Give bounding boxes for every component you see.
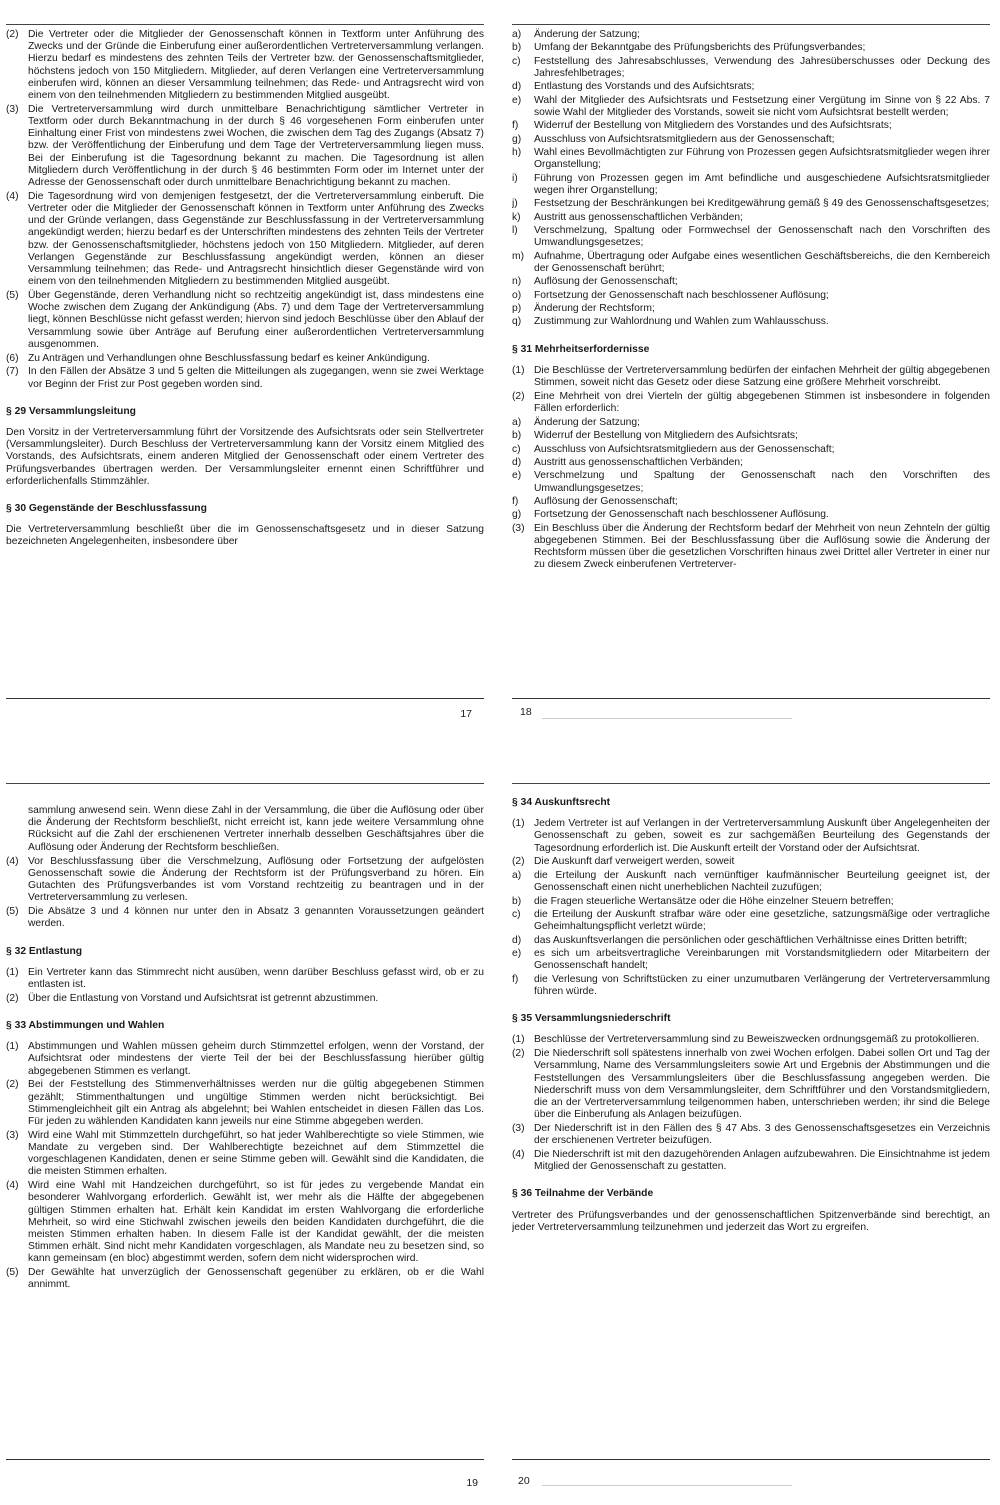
list-item [6,1180,484,1265]
list-item [512,417,990,429]
page-number: 19 [466,1477,478,1489]
list-item [6,366,484,390]
item-text: Die Absätze 3 und 4 können nur unter den in Absatz 3 genannten Voraussetzungen geändert werden. [28,906,484,930]
item-number: e) [512,94,522,106]
list-item [6,104,484,189]
bottom-rule [512,698,990,699]
list-item [512,29,990,41]
scan-artifact [542,1485,792,1486]
item-text: Umfang der Bekanntgabe des Prüfungsberichts des Prüfungsverbandes; [534,42,866,54]
heading-30: § 30 Gegenstände der Beschlussfassung [6,503,207,515]
item-number: (2) [512,856,525,868]
list-item [512,896,990,908]
item-number: a) [512,870,522,882]
list-item [6,856,484,905]
item-text: Wahl eines Bevollmächtigten zur Führung von Prozessen gegen Aufsichtsratsmitglieder wegen ihrer Organstellung; [534,147,990,171]
item-number: j) [512,198,518,210]
item-text: Ausschluss von Aufsichtsratsmitgliedern aus der Genossenschaft; [534,443,835,455]
item-number: (4) [512,1148,525,1160]
list-item [512,198,990,210]
list-item [512,173,990,197]
item-number: g) [512,509,522,521]
item-text: die Erteilung der Auskunft strafbar wäre oder eine gesetzliche, satzungsmäßige oder vertragliche Geheimhaltungspflicht verletzt würde; [534,909,990,933]
item-number: b) [512,42,522,54]
list-item [6,290,484,351]
items-31-cont-list [512,523,990,572]
item-text: Beschlüsse der Vertreterversammlung sind zu Beweiszwecken ordnungsgemäß zu protokollieren. [534,1034,980,1046]
list-item [512,1034,990,1046]
item-text: Die Vertreter oder die Mitglieder der Genossenschaft können in Textform unter Anführung des Zwecks und der Gründe die Einberufung einer außerordentlichen Vertreterversammlung verlangen. Hierzu bedarf es mindestens des zehnten Teils der Vertreter bzw. der Genossenschaftsmitglieder, höchstens jedoch von 150 Mitgliedern. Mitglieder, auf deren Verlangen eine Vertreterversammlung einberufen wird, können an dieser Versammlung teilnehmen; das Rede- und Antragsrecht wird von einem von den teilnehmenden Mitgliedern zu bestimmenden Mitglied ausgeübt. [28,29,484,102]
item-number: (4) [6,1180,19,1192]
items-30-list [512,29,990,329]
list-item [512,42,990,54]
item-number: b) [512,430,522,442]
list-item [512,909,990,933]
item-text: die Verlesung von Schriftstücken zu einer unzumutbaren Verlängerung der Vertreterversammlung führen würde. [534,973,990,997]
item-number: i) [512,172,518,184]
item-number: k) [512,211,521,223]
item-number: a) [512,29,522,40]
list-item [512,1149,990,1173]
list-item [6,967,484,991]
item-number: f) [512,496,519,508]
item-number: e) [512,470,522,482]
item-text: Zu Anträgen und Verhandlungen ohne Beschlussfassung bedarf es keiner Ankündigung. [28,352,430,364]
list-item [512,365,990,389]
list-item [6,191,484,289]
items-34-list [512,818,990,868]
item-number: (2) [6,992,19,1004]
list-item [512,212,990,224]
item-number: (3) [6,103,19,115]
page-19 [6,783,484,1499]
item-number: (2) [6,1079,19,1091]
item-text: Vor Beschlussfassung über die Verschmelzung, Auflösung oder Fortsetzung der aufgelösten Genossenschaft sowie die Änderung der Rechtsform ist der Prüfungsverband zu hören. Ein Gutachten des Prüfungsverbandes ist vom Vorstand rechtzeitig zu beantragen und in der Vertreterversammlung zu verlesen. [28,855,484,904]
list-item [512,391,990,415]
item-text: Fortsetzung der Genossenschaft nach beschlossener Auflösung. [534,509,829,521]
list-item [512,444,990,456]
list-item [512,303,990,315]
item-text: das Auskunftsverlangen die persönlichen oder geschäftlichen Verhältnisse eines Dritten betrifft; [534,934,968,946]
item-text: Verschmelzung und Spaltung der Genossenschaft nach den Vorschriften des Umwandlungsgesetzes; [534,470,990,494]
item-number: (4) [6,855,19,867]
list-item [512,457,990,469]
list-item [512,1048,990,1121]
item-text: Der Gewählte hat unverzüglich der Genossenschaft gegenüber zu erklären, ob er die Wahl annimmt. [28,1267,484,1291]
item-number: b) [512,895,522,907]
list-item [512,974,990,998]
item-text: Die Niederschrift soll spätestens innerhalb von zwei Wochen erfolgen. Dabei sollen Ort und Tag der Versammlung, Name des Versammlungsleiters sowie Art und Ergebnis der Abstimmungen und die Feststellungen des Versammlungsleiters über die Beschlussfassung angegeben werden. Die Niederschrift muss von dem Versammlungsleiter, dem Schriftführer und den Vorstandsmitgliedern, die an der Vertreterversammlung teilgenommen haben, unterschrieben werden; ihr sind die Belege über die Einberufung als Anlagen beizufügen. [534,1048,990,1121]
items-34-sub-list [512,870,990,998]
list-item [512,56,990,80]
item-text: Über die Entlastung von Vorstand und Aufsichtsrat ist getrennt abzustimmen. [28,992,379,1004]
top-rule [512,24,990,25]
item-number: o) [512,289,522,301]
bottom-rule [6,1459,484,1460]
item-number: f) [512,120,519,132]
item-number: c) [512,443,521,455]
heading-35: § 35 Versammlungsniederschrift [512,1013,671,1025]
list-item [512,95,990,119]
items-32-list [6,967,484,1005]
list-item [6,29,484,102]
item-text: Führung von Prozessen gegen im Amt befindliche und ausgeschiedene Aufsichtsratsmitglieder wegen ihrer Organstellung; [534,172,990,196]
scan-artifact [542,718,792,719]
item-number: c) [512,909,521,921]
list-item [6,1130,484,1179]
list-item [6,1041,484,1078]
item-text: Eine Mehrheit von drei Vierteln der gültig abgegebenen Stimmen ist insbesondere in folgenden Fällen erforderlich: [534,390,990,415]
page-20 [512,783,990,1499]
heading-36: § 36 Teilnahme der Verbände [512,1188,654,1200]
item-number: a) [512,416,522,428]
items-31-sub-list [512,417,990,522]
item-text: Austritt aus genossenschaftlichen Verbänden; [534,211,743,223]
item-number: f) [512,973,519,985]
list-item [512,290,990,302]
item-number: (1) [6,966,19,978]
item-text: Austritt aus genossenschaftlichen Verbänden; [534,457,743,469]
list-item [512,818,990,855]
list-item [6,993,484,1005]
item-number: e) [512,948,522,960]
item-text: Wird eine Wahl mit Stimmzetteln durchgeführt, so hat jeder Wahlberechtigte so viele Stimmen, wie Mandate zu vergeben sind. Der Wahlberechtigte bezeichnet auf dem Stimmzettel die vorgeschlagenen Kandidaten, denen er seine Stimme geben will. Gewählt sind die Kandidaten, die die meisten Stimmen erhalten. [28,1129,484,1178]
page-18 [512,24,990,739]
item-text: Die Beschlüsse der Vertreterversammlung bedürfen der einfachen Mehrheit der gültig abgegebenen Stimmen, soweit nicht das Gesetz oder diese Satzung eine größere Mehrheit vorschreibt. [534,364,990,389]
item-text: Die Vertreterversammlung wird durch unmittelbare Benachrichtigung sämtlicher Vertreter in Textform oder durch Bekanntmachung in der durch § 46 vorgesehenen Form einberufen unter Einhaltung einer Frist von mindestens zwei Wochen, die zwischen dem Tag des Zugangs (Absatz 7) bzw. der Veröffentlichung der Einberufung und dem Tage der Vertreterversammlung liegen muss. Bei der Einberufung ist die Tagesordnung bekannt zu machen. Die Tagesordnung ist allen Mitgliedern durch Veröffentlichung in der durch § 46 bestimmten Form oder im Internet unter der Adresse der Genossenschaft oder durch unmittelbare Benachrichtigung bekannt zu machen. [28,103,484,189]
heading-33: § 33 Abstimmungen und Wahlen [6,1020,165,1032]
item-text: Auflösung der Genossenschaft; [534,496,678,508]
items-31b-list [6,856,484,931]
page-18-body [512,29,990,573]
paragraph-29: Den Vorsitz in der Vertreterversammlung führt der Vorsitzende des Aufsichtsrats oder sein Stellvertreter (Versammlungsleiter). Durch Beschluss der Vertreterversammlung kann der Vorsitz einem Mitglied des Vorstands, des Aufsichtsrats, einem anderen Mitglied der Genossenschaft oder einem Vertreter des Prüfungsverbandes übertragen werden. Der Versammlungsleiter ernennt einen Schriftführer und erforderlichenfalls Stimmzähler. [6,427,484,487]
heading-34: § 34 Auskunftsrecht [512,797,611,808]
items-28-list [6,29,484,391]
list-item [512,120,990,132]
item-text: Die Auskunft darf verweigert werden, soweit [534,856,735,868]
paragraph-36: Vertreter des Prüfungsverbandes und der genossenschaftlichen Spitzenverbände sind berechtigt, an jeder Vertreterversammlung teilzunehmen und jederzeit das Wort zu ergreifen. [512,1209,990,1233]
items-33-list [6,1041,484,1291]
item-text: Über Gegenstände, deren Verhandlung nicht so rechtzeitig angekündigt ist, dass mindestens eine Woche zwischen dem Zugang der Ankündigung (Abs. 7) und dem Tage der Vertreterversammlung liegt, können Beschlüsse nicht gefasst werden; hiervon sind jedoch Beschlüsse über den Ablauf der Versammlung sowie über Anträge auf Berufung einer außerordentlichen Vertreterversammlung ausgenommen. [28,290,484,350]
item-text: Zustimmung zur Wahlordnung und Wahlen zum Wahlausschuss. [534,316,829,328]
item-text: Abstimmungen und Wahlen müssen geheim durch Stimmzettel erfolgen, wenn der Vorstand, der Aufsichtsrat oder mindestens der vierte Teil der bei der Beschlussfassung hierüber gültig abgegebenen Stimmen es verlangt. [28,1041,484,1077]
item-number: (3) [512,1122,525,1134]
item-text: Fortsetzung der Genossenschaft nach beschlossener Auflösung; [534,289,829,301]
item-number: (2) [512,1048,525,1060]
item-number: (4) [6,190,19,202]
item-text: Änderung der Satzung; [534,416,640,428]
item-text: Wahl der Mitglieder des Aufsichtsrats und Festsetzung einer Vergütung im Sinne von § 22 Abs. 7 sowie Wahl der Mitglieder des Vorstands, soweit sie nicht vom Aufsichtsrat bestellt werden; [534,94,990,118]
list-item [512,134,990,146]
item-number: (1) [6,1041,19,1053]
item-number: h) [512,147,522,159]
list-item [6,1267,484,1291]
list-item [512,470,990,494]
item-text: Ein Vertreter kann das Stimmrecht nicht ausüben, wenn darüber Beschluss gefasst wird, ob er zu entlasten ist. [28,966,484,991]
item-number: d) [512,81,522,93]
page-19-body [6,805,484,1293]
item-text: Jedem Vertreter ist auf Verlangen in der Vertreterversammlung Auskunft über Angelegenheiten der Genossenschaft zu geben, soweit es zur sachgemäßen Beurteilung des Gegenstands der Tagesordnung erforderlich ist. Die Auskunft erteilt der Vorstand oder der Aufsichtsrat. [534,818,990,854]
items-31-list [512,365,990,415]
item-number: d) [512,934,522,946]
list-item [6,353,484,365]
item-text: Wird eine Wahl mit Handzeichen durchgeführt, so ist für jedes zu vergebende Mandat ein besonderer Wahlvorgang erforderlich. Gewählt ist, wer mehr als die Hälfte der abgegebenen gültigen Stimmen erhalten hat. Erhält kein Kandidat im ersten Wahlvorgang die erforderliche Mehrheit, so wird eine Stichwahl zwischen jeweils den beiden Kandidaten durchgeführt, die die meisten Stimmen erhalten haben. In diesem Falle ist der Kandidat gewählt, der die meisten Stimmen erhält. Sind nicht mehr Kandidaten vorgeschlagen, als Mandate neu zu besetzen sind, so kann gemeinsam (en bloc) abgestimmt werden, sofern dem nicht widersprochen wird. [28,1180,484,1265]
continuation-paragraph: sammlung anwesend sein. Wenn diese Zahl in der Versammlung, die über die Auflösung oder über die Änderung der Rechtsform beschließt, nicht erreicht ist, kann jede weitere Versammlung ohne Rücksicht auf die Zahl der erschienenen Vertreter innerhalb desselben Geschäftsjahres über die Auflösung oder Änderung der Rechtsform beschließen. [28,805,484,853]
heading-32: § 32 Entlastung [6,945,83,957]
list-item [512,935,990,947]
items-35-list [512,1034,990,1173]
item-number: (7) [6,366,19,378]
list-item [512,430,990,442]
list-item [512,276,990,288]
heading-29: § 29 Versammlungsleitung [6,405,136,417]
item-text: Auflösung der Genossenschaft; [534,276,678,288]
item-text: Aufnahme, Übertragung oder Aufgabe eines wesentlichen Geschäftsbereichs, die den Kernbereich der Genossenschaft berührt; [534,250,990,274]
item-text: Entlastung des Vorstands und des Aufsichtsrats; [534,81,755,93]
item-text: die Fragen steuerliche Wertansätze oder die Höhe einzelner Steuern betreffen; [534,895,894,907]
list-item [512,251,990,275]
item-text: es sich um arbeitsvertragliche Vereinbarungen mit Vorstandsmitgliedern oder Mitarbeitern der Genossenschaft handelt; [534,948,990,972]
bottom-rule [6,698,484,699]
item-number: (5) [6,906,19,918]
item-number: (5) [6,290,19,302]
item-text: Ausschluss von Aufsichtsratsmitgliedern aus der Genossenschaft; [534,133,835,145]
list-item [512,147,990,171]
item-number: p) [512,303,522,315]
item-text: Änderung der Rechtsform; [534,303,655,315]
page-number: 18 [520,706,532,718]
list-item [512,81,990,93]
item-number: (1) [512,1034,525,1046]
item-text: Festsetzung der Beschränkungen bei Kreditgewährung gemäß § 49 des Genossenschaftsgesetzes; [534,198,990,210]
item-text: Änderung der Satzung; [534,29,640,40]
paragraph-30: Die Vertreterversammlung beschließt über die im Genossenschaftsgesetz und in dieser Satzung bezeichneten Angelegenheiten, insbesondere über [6,524,484,548]
list-item [512,316,990,328]
top-rule [6,24,484,25]
page-17-body [6,29,484,551]
item-number: (6) [6,352,19,364]
item-number: (2) [6,29,19,40]
item-number: l) [512,225,518,237]
list-item [6,1079,484,1128]
item-number: (1) [512,364,525,376]
page-number: 20 [518,1475,530,1487]
item-number: (2) [512,390,525,402]
item-number: n) [512,276,522,288]
item-text: Verschmelzung, Spaltung oder Formwechsel der Genossenschaft nach den Vorschriften des Umwandlungsgesetzes; [534,225,990,249]
top-rule [512,783,990,784]
list-item [512,1123,990,1147]
list-item [512,225,990,249]
item-number: (1) [512,818,525,830]
bottom-rule [512,1459,990,1460]
heading-31: § 31 Mehrheitserfordernisse [512,343,650,355]
item-number: g) [512,133,522,145]
item-text: Bei der Feststellung des Stimmenverhältnisses werden nur die gültig abgegebenen Stimmen gezählt; Stimmenthaltungen und ungültige Stimmen werden nicht berücksichtigt. Bei Stimmengleichheit gilt ein Antrag als abgelehnt; bei Wahlen entscheidet in diesen Fällen das Los. Für jeden zu wählenden Kandidaten kann jeweils nur eine Stimme abgegeben werden. [28,1079,484,1128]
item-text: Ein Beschluss über die Änderung der Rechtsform bedarf der Mehrheit von neun Zehnteln der gültig abgegebenen Stimmen. Bei der Beschlussfassung über die Auflösung sowie die Änderung der Rechtsform müssen über die gesetzlichen Vorschriften hinaus zwei Drittel aller Vertreter in einer nur zu diesem Zweck einberufenen Vertreterver- [534,522,990,571]
page-17 [6,24,484,739]
item-text: Widerruf der Bestellung von Mitgliedern des Aufsichtsrats; [534,430,798,442]
page-20-body [512,797,990,1236]
list-item [512,509,990,521]
item-text: Der Niederschrift ist in den Fällen des § 47 Abs. 3 des Genossenschaftsgesetzes ein Verzeichnis der erschienenen Vertreter beizufügen. [534,1122,990,1147]
item-text: Die Niederschrift ist mit den dazugehörenden Anlagen aufzubewahren. Die Einsichtnahme ist jedem Mitglied der Genossenschaft zu gestatten. [534,1148,990,1173]
item-number: (3) [512,522,525,534]
item-number: c) [512,55,521,67]
item-number: (3) [6,1129,19,1141]
item-text: Widerruf der Bestellung von Mitgliedern des Vorstandes und des Aufsichtsrats; [534,120,892,132]
page-number: 17 [460,708,472,720]
list-item [6,906,484,930]
item-text: die Erteilung der Auskunft nach vernünftiger kaufmännischer Beurteilung geeignet ist, der Genossenschaft einen nicht unerheblichen Nachteil zuzufügen; [534,870,990,894]
item-text: Feststellung des Jahresabschlusses, Verwendung des Jahresüberschusses oder Deckung des Jahresfehlbetrages; [534,55,990,79]
list-item [512,856,990,868]
item-text: In den Fällen der Absätze 3 und 5 gelten die Mitteilungen als zugegangen, wenn sie zwei Werktage vor Beginn der Frist zur Post gegeben worden sind. [28,366,484,390]
item-number: (5) [6,1267,19,1279]
item-number: m) [512,250,525,262]
list-item [512,948,990,972]
item-number: q) [512,316,522,328]
item-number: d) [512,457,522,469]
list-item [512,870,990,894]
list-item [512,523,990,572]
item-text: Die Tagesordnung wird von demjenigen festgesetzt, der die Vertreterversammlung einberuft. Die Vertreter oder die Mitglieder der Genossenschaft können in Textform unter Anführung des Zwecks und der Gründe verlangen, dass Gegenstände zur Beschlussfassung in der Vertreterversammlung angekündigt werden; hierzu bedarf es der Unterschriften mindestens des zehnten Teils der Vertreter bzw. der Genossenschaftsmitglieder, höchstens jedoch von 150 Mitgliedern. Mitglieder, auf deren Verlangen Gegenstände zur Beschlussfassung angekündigt werden, können an dieser Versammlung teilnehmen; das Rede- und Antragsrecht hinsichtlich dieser Gegenstände wird von einem von den teilnehmenden Mitgliedern zu bestimmenden Mitglied ausgeübt. [28,190,484,288]
list-item [512,496,990,508]
top-rule [6,783,484,784]
